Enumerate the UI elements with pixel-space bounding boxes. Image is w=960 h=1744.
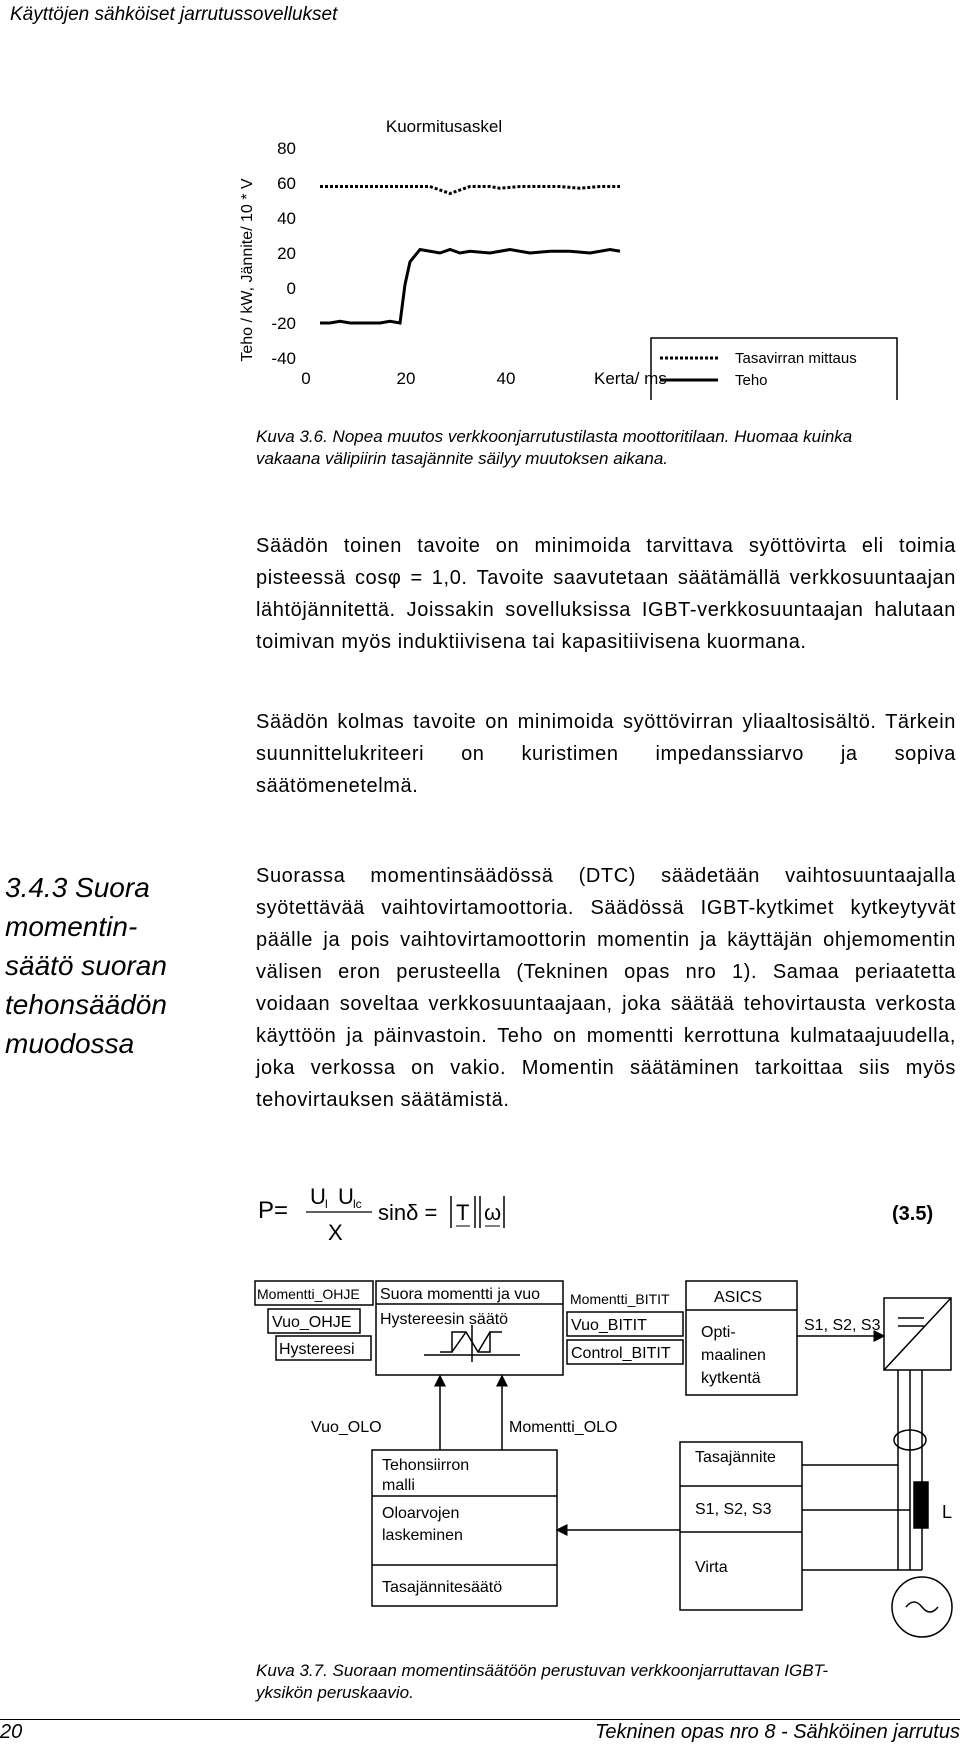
y-tick-label: 20	[277, 244, 296, 263]
equation-number: (3.5)	[892, 1203, 934, 1225]
label-inductor: L	[942, 1502, 953, 1522]
eq-denominator: X	[328, 1220, 343, 1245]
label-vuo-bitit: Vuo_BITIT	[571, 1317, 647, 1334]
y-axis-label: Teho / kW, Jännite/ 10 * V	[239, 178, 256, 362]
y-tick-labels	[271, 139, 296, 368]
y-tick-label: -20	[271, 314, 296, 333]
label-hystereesin-saato: Hystereesin säätö	[380, 1311, 509, 1328]
label-momentti-olo: Momentti_OLO	[509, 1419, 618, 1436]
dtc-block-diagram	[0, 1270, 960, 1650]
y-tick-label: 60	[277, 174, 296, 193]
chart-title: Kuormitusaskel	[385, 117, 503, 136]
label-tehonsiirron: Tehonsiirron	[382, 1457, 470, 1474]
section-heading: 3.4.3 Suora momentin-säätö suoran tehonsäädön muodossa	[5, 872, 167, 1059]
label-hystereesi: Hystereesi	[279, 1341, 355, 1358]
label-optimaalinen: Opti-	[701, 1324, 736, 1341]
series-line-2	[320, 250, 620, 324]
label-switch-signals: S1, S2, S3	[804, 1317, 881, 1334]
x-tick-label: 40	[496, 369, 516, 388]
legend-entry: Tasavirran mittaus	[735, 350, 857, 367]
label-momentti-ohje: Momentti_OHJE	[257, 1286, 360, 1302]
legend-entry: Teho	[735, 372, 768, 389]
y-tick-label: 40	[277, 209, 296, 228]
measurement-block	[680, 1442, 802, 1610]
paragraph: Säädön kolmas tavoite on minimoida syöttövirran yliaaltosisältö. Tärkein suunnittelukriteeri on kuristimen impedanssiarvo ja sopiva säätömenetelmä.	[256, 711, 956, 797]
y-tick-label: 0	[286, 279, 296, 298]
label-tasajannite: Tasajännite	[695, 1449, 776, 1466]
label-tasajannitesaato: Tasajännitesäätö	[382, 1579, 503, 1596]
eq-lhs: P=	[258, 1197, 289, 1224]
label-vuo-olo: Vuo_OLO	[311, 1419, 382, 1436]
x-tick-label: 0	[301, 369, 311, 388]
label-switch-signals-measured: S1, S2, S3	[695, 1501, 772, 1518]
label-control-bitit: Control_BITIT	[571, 1345, 671, 1362]
label-optimaalinen2: maalinen	[701, 1347, 766, 1364]
eq-sin: sinδ =	[378, 1200, 438, 1225]
x-tick-label: 20	[396, 369, 416, 388]
power-voltage-chart	[0, 100, 960, 400]
series-line-1	[320, 187, 620, 194]
label-laskeminen: laskeminen	[382, 1527, 463, 1544]
legend	[651, 338, 897, 400]
label-momentti-bitit: Momentti_BITIT	[570, 1291, 670, 1307]
guide-title: Tekninen opas nro 8 - Sähköinen jarrutus	[594, 1721, 960, 1743]
label-virta: Virta	[695, 1559, 728, 1576]
label-malli: malli	[382, 1477, 415, 1494]
x-axis-label: Kerta/ ms	[594, 369, 667, 388]
inductor-symbol	[914, 1482, 928, 1528]
figure-caption: Kuva 3.7. Suoraan momentinsäätöön perustuvan verkkoonjarruttavan IGBT-yksikön peruskaavio.	[256, 1661, 829, 1702]
label-vuo-ohje: Vuo_OHJE	[272, 1314, 352, 1331]
y-tick-label: -40	[271, 349, 296, 368]
eq-torque: T	[456, 1200, 470, 1225]
label-suora-momentti: Suora momentti ja vuo	[380, 1286, 541, 1303]
x-tick-labels	[301, 369, 515, 388]
y-tick-label: 80	[277, 139, 296, 158]
running-header: Käyttöjen sähköiset jarrutussovellukset	[10, 4, 338, 25]
eq-sub2: lc	[353, 1197, 362, 1211]
eq-u2: U	[338, 1184, 354, 1209]
footer-rule	[0, 1719, 960, 1720]
eq-u1: U	[310, 1184, 326, 1209]
label-asics: ASICS	[714, 1289, 763, 1306]
equation-3-5	[256, 1180, 956, 1250]
paragraph: Säädön toinen tavoite on minimoida tarvittava syöttövirta eli toimia pisteessä cosφ = 1,0. Tavoite saavutetaan säätämällä verkkosuuntaajan lähtöjännitettä. Joissakin sovelluksissa IGBT-verkkosuuntaajan halutaan toimivan myös induktiivisena tai kapasitiivisena kuormana.	[256, 535, 956, 653]
section-text: Suorassa momentinsäädössä (DTC) säädetään vaihtosuuntaajalla syötettävää vaihtovirtamoottoria. Säädössä IGBT-kytkimet kytkeytyvät päälle ja pois vaihtovirtamoottorin momentin ja käyttäjän ohjemomentin välisen eron perusteella (Tekninen opas nro 1). Samaa periaatetta voidaan soveltaa verkkosuuntaajaan, joka säätää tehovirtausta verkosta käyttöön ja päinvastoin. Teho on momentti kerrottuna kulmataajuudella, joka verkossa on vakio. Momentin säätäminen tarkoittaa siis myös tehovirtauksen säätämistä.	[256, 865, 956, 1111]
figure-caption: Kuva 3.6. Nopea muutos verkkoonjarrutustilasta moottoritilaan. Huomaa kuinka vakaana välipiirin tasajännite säilyy muutoksen aikana.	[256, 427, 853, 468]
label-optimaalinen3: kytkentä	[701, 1370, 761, 1387]
page-number: 20	[0, 1721, 23, 1743]
eq-sub1: l	[325, 1197, 328, 1211]
label-oloarvojen: Oloarvojen	[382, 1505, 460, 1522]
chart-series	[320, 187, 620, 324]
eq-omega: ω	[484, 1200, 502, 1225]
